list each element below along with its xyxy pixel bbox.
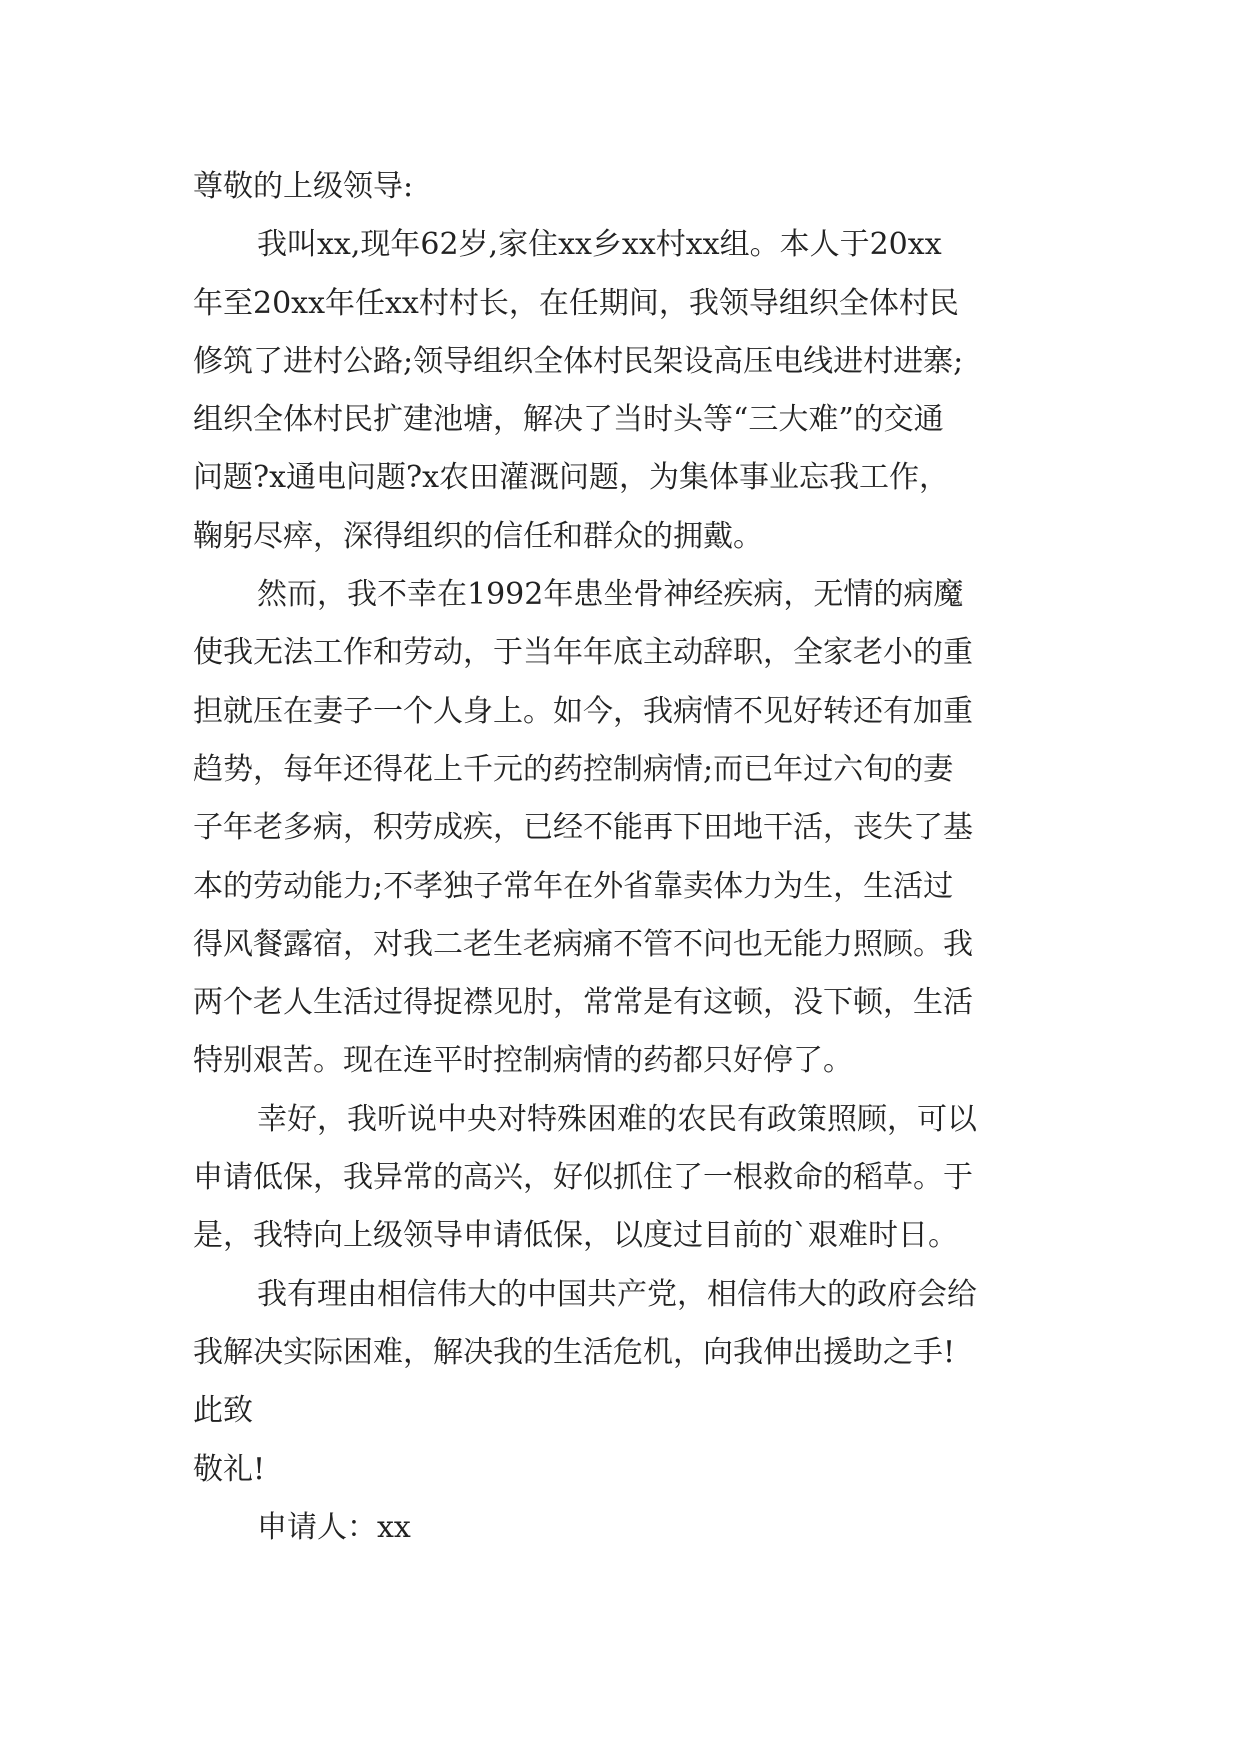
paragraph-line: 两个老人生活过得捉襟见肘，常常是有这顿，没下顿，生活 — [193, 985, 973, 1021]
signature: 申请人：xx — [257, 1509, 411, 1545]
paragraph-line: 是，我特向上级领导申请低保，以度过目前的`艰难时日。 — [193, 1218, 958, 1254]
paragraph-line: 子年老多病，积劳成疾，已经不能再下田地干活，丧失了基 — [193, 810, 973, 846]
paragraph-2 — [193, 566, 1073, 1091]
paragraph-line: 得风餐露宿，对我二老生老病痛不管不问也无能力照顾。我 — [193, 926, 973, 962]
paragraph-line: 我有理由相信伟大的中国共产党，相信伟大的政府会给 — [257, 1276, 977, 1312]
paragraph-1 — [193, 216, 1073, 566]
paragraph-line: 我叫xx,现年62岁,家住xx乡xx村xx组。本人于20xx — [257, 227, 942, 263]
paragraph-line: 年至20xx年任xx村村长，在任期间，我领导组织全体村民 — [193, 285, 959, 321]
paragraph-line: 使我无法工作和劳动，于当年年底主动辞职，全家老小的重 — [193, 635, 973, 671]
closing-line-2: 敬礼! — [193, 1451, 266, 1487]
paragraph-line: 修筑了进村公路;领导组织全体村民架设高压电线进村进寨; — [193, 343, 964, 379]
paragraph-line: 申请低保，我异常的高兴，好似抓住了一根救命的稻草。于 — [193, 1160, 973, 1196]
paragraph-line: 担就压在妻子一个人身上。如今，我病情不见好转还有加重 — [193, 693, 973, 729]
paragraph-line: 趋势，每年还得花上千元的药控制病情;而已年过六旬的妻 — [193, 751, 954, 787]
closing-line-1: 此致 — [193, 1393, 253, 1429]
paragraph-line: 然而，我不幸在1992年患坐骨神经疾病，无情的病魔 — [257, 577, 964, 613]
paragraph-line: 我解决实际困难，解决我的生活危机，向我伸出援助之手! — [193, 1334, 956, 1370]
paragraph-3 — [193, 1091, 1073, 1266]
paragraph-line: 鞠躬尽瘁，深得组织的信任和群众的拥戴。 — [193, 518, 763, 554]
letter-body — [193, 158, 1073, 1557]
paragraph-line: 组织全体村民扩建池塘，解决了当时头等“三大难”的交通 — [193, 402, 944, 438]
paragraph-4 — [193, 1266, 1073, 1383]
salutation: 尊敬的上级领导: — [193, 169, 414, 204]
paragraph-line: 特别艰苦。现在连平时控制病情的药都只好停了。 — [193, 1043, 853, 1079]
paragraph-line: 问题?x通电问题?x农田灌溉问题，为集体事业忘我工作， — [193, 460, 950, 496]
paragraph-line: 幸好，我听说中央对特殊困难的农民有政策照顾，可以 — [257, 1101, 977, 1137]
paragraph-line: 本的劳动能力;不孝独子常年在外省靠卖体力为生，生活过 — [193, 868, 954, 904]
